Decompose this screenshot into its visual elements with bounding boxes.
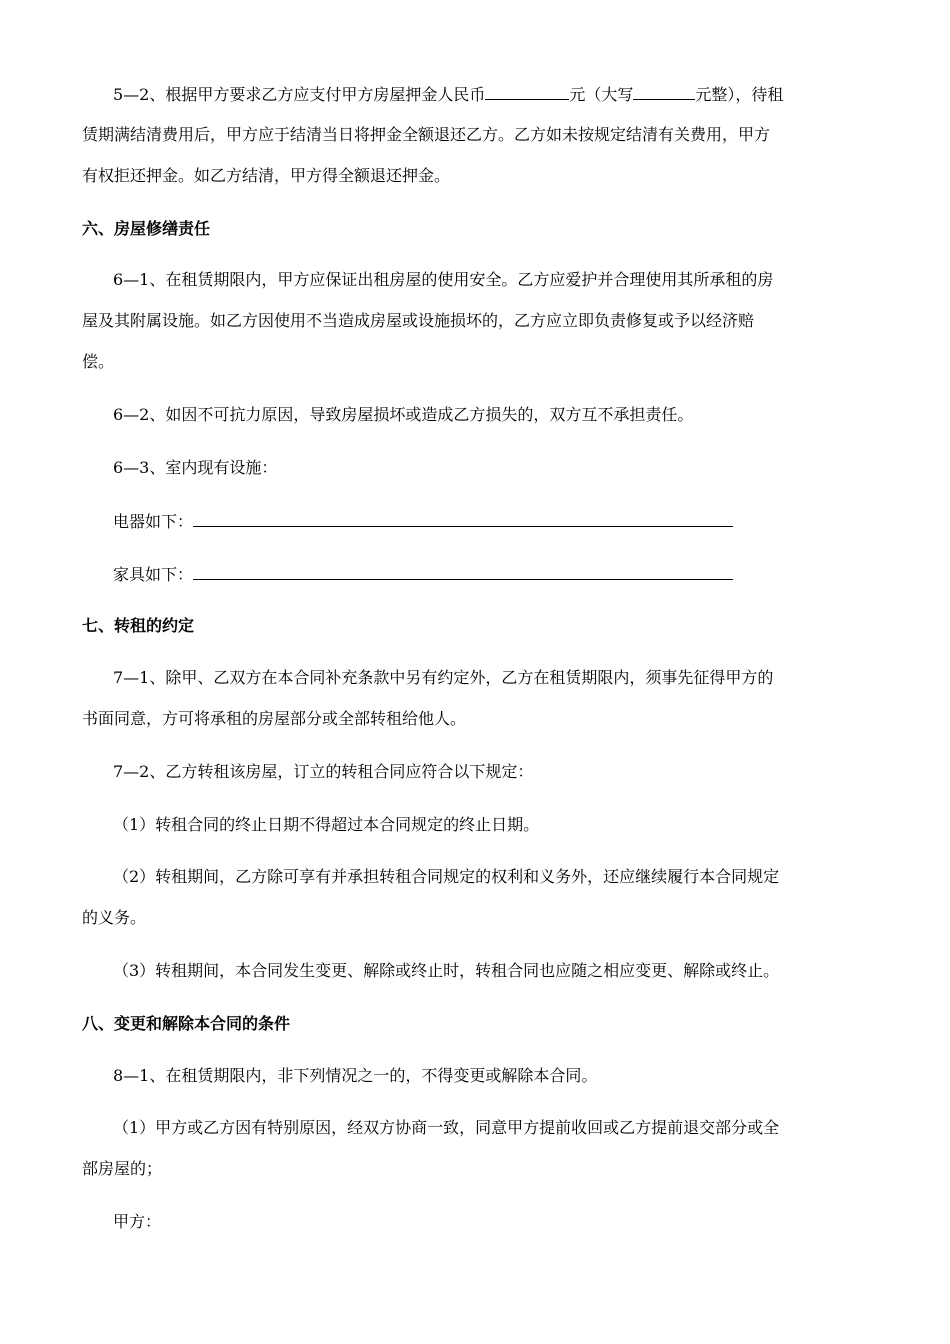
furniture-label: 家具如下： xyxy=(113,565,194,584)
clause-5-2-line-1 xyxy=(113,84,903,105)
clause-5-2-line-2: 赁期满结清费用后，甲方应于结清当日将押金全额退还乙方。乙方如未按规定结清有关费用，甲方 xyxy=(82,125,771,144)
clause-5-2-line-3: 有权拒还押金。如乙方结清，甲方得全额退还押金。 xyxy=(82,166,451,185)
appliances-label: 电器如下： xyxy=(113,512,194,531)
clause-7-1-line-1: 7—1、除甲、乙双方在本合同补充条款中另有约定外，乙方在租赁期限内，须事先征得甲方的 xyxy=(113,668,774,687)
clause-7-item-2-line-1: （2）转租期间，乙方除可享有并承担转租合同规定的权利和义务外，还应继续履行本合同规定 xyxy=(113,867,780,886)
clause-5-2-text-c: 元整），待租 xyxy=(695,85,784,104)
clause-6-1-line-1: 6—1、在租赁期限内，甲方应保证出租房屋的使用安全。乙方应爱护并合理使用其所承租的房 xyxy=(113,270,774,289)
clause-7-item-3: （3）转租期间，本合同发生变更、解除或终止时，转租合同也应随之相应变更、解除或终止。 xyxy=(113,961,780,980)
section-6-heading: 六、房屋修缮责任 xyxy=(82,219,211,238)
section-8-heading: 八、变更和解除本合同的条件 xyxy=(82,1014,291,1033)
clause-7-item-2-line-2: 的义务。 xyxy=(82,908,147,927)
appliances-blank xyxy=(193,511,733,527)
clause-8-item-1-line-1: （1）甲方或乙方因有特别原因，经双方协商一致，同意甲方提前收回或乙方提前退交部分或全 xyxy=(113,1118,780,1137)
clause-8-1: 8—1、在租赁期限内，非下列情况之一的，不得变更或解除本合同。 xyxy=(113,1066,598,1085)
clause-6-2: 6—2、如因不可抗力原因，导致房屋损坏或造成乙方损失的，双方互不承担责任。 xyxy=(113,405,694,424)
furniture-line xyxy=(113,564,903,585)
clause-6-1-line-3: 偿。 xyxy=(82,352,115,371)
clause-5-2-text-a: 5—2、根据甲方要求乙方应支付甲方房屋押金人民币 xyxy=(113,85,486,104)
clause-5-2-text-b: 元（大写 xyxy=(569,85,634,104)
clause-8-item-1-line-2: 部房屋的； xyxy=(82,1159,163,1178)
clause-7-1-line-2: 书面同意，方可将承租的房屋部分或全部转租给他人。 xyxy=(82,709,467,728)
deposit-amount-blank xyxy=(485,84,569,100)
clause-6-3: 6—3、室内现有设施： xyxy=(113,458,278,477)
section-7-heading: 七、转租的约定 xyxy=(82,616,195,635)
clause-7-2: 7—2、乙方转租该房屋，订立的转租合同应符合以下规定： xyxy=(113,762,534,781)
clause-6-1-line-2: 屋及其附属设施。如乙方因使用不当造成房屋或设施损坏的，乙方应立即负责修复或予以经济赔 xyxy=(82,311,755,330)
furniture-blank xyxy=(193,564,733,580)
party-a-label: 甲方： xyxy=(113,1212,162,1231)
clause-7-item-1: （1）转租合同的终止日期不得超过本合同规定的终止日期。 xyxy=(113,815,540,834)
appliances-line xyxy=(113,511,903,532)
deposit-amount-words-blank xyxy=(633,84,695,100)
